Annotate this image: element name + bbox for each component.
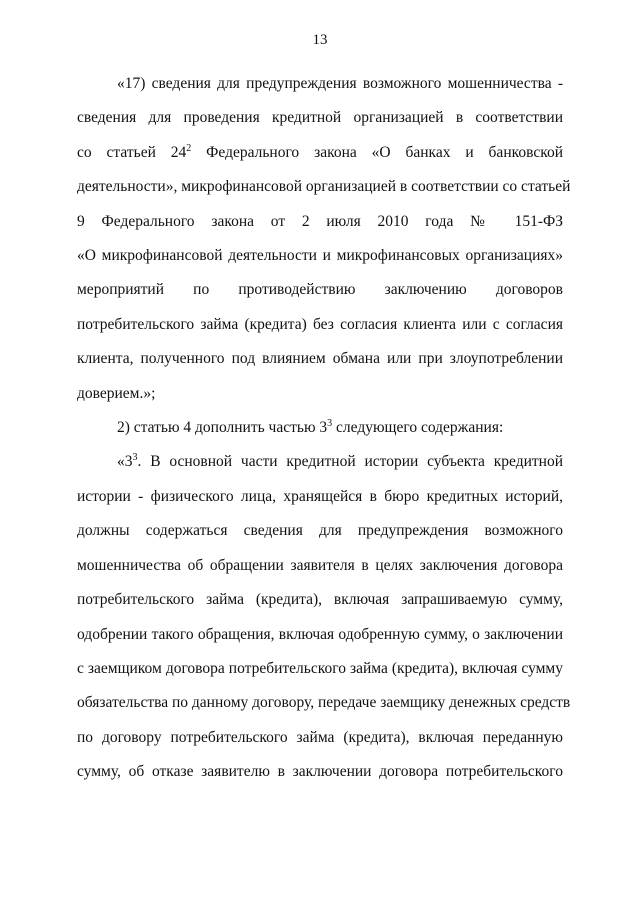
text-line: одобрении такого обращения, включая одобренную сумму, о заключении [77, 625, 563, 643]
text-line: деятельности», микрофинансовой организацией в соответствии со статьей [77, 178, 571, 196]
text-line [77, 445, 563, 479]
superscript: 3 [327, 418, 333, 430]
text-line: сумму, об отказе заявителю в заключении договора потребительского [77, 763, 563, 781]
text-fragment: 2) статью 4 дополнить частью 3 [117, 419, 328, 437]
text-line: сведения для проведения кредитной организацией в соответствии [77, 109, 563, 127]
text-line: потребительского займа (кредита), включая запрашиваемую сумму, [77, 591, 563, 609]
text-fragment: . В основной части кредитной истории субъекта кредитной [137, 453, 563, 471]
superscript: 2 [186, 142, 192, 154]
paragraph-item-17 [77, 67, 571, 411]
text-line: должны содержаться сведения для предупреждения возможного [77, 522, 563, 540]
text-fragment: Федерального закона «О банках и банковской [191, 143, 564, 161]
text-fragment: следующего содержания: [332, 419, 504, 437]
text-line: с заемщиком договора потребительского займа (кредита), включая сумму [77, 659, 563, 677]
text-line: по договору потребительского займа (кредита), включая переданную [77, 728, 563, 746]
text-line: клиента, полученного под влиянием обмана или при злоупотреблении [77, 350, 563, 368]
paragraph-amendment-2 [77, 411, 563, 445]
text-line [77, 411, 563, 445]
text-line: потребительского займа (кредита) без согласия клиента или с согласия [77, 315, 563, 333]
document-body [77, 67, 571, 790]
text-line: 9 Федерального закона от 2 июля 2010 года № 151-ФЗ [77, 212, 563, 230]
paragraph-part-3-3 [77, 445, 571, 789]
page-number: 13 [312, 32, 328, 48]
superscript: 3 [132, 452, 138, 464]
text-line [77, 136, 563, 170]
text-line: истории - физического лица, хранящейся в бюро кредитных историй, [77, 487, 563, 505]
text-line: мошенничества об обращении заявителя в целях заключения договора [77, 556, 563, 574]
text-fragment: со статьей 24 [77, 143, 187, 161]
text-line: мероприятий по противодействию заключению договоров [77, 281, 563, 299]
text-line: «О микрофинансовой деятельности и микрофинансовых организациях» [77, 247, 563, 265]
text-line: обязательства по данному договору, передаче заемщику денежных средств [77, 694, 571, 712]
text-line: доверием.»; [77, 384, 156, 402]
text-line: «17) сведения для предупреждения возможного мошенничества - [117, 75, 563, 92]
text-fragment: «3 [117, 453, 133, 471]
